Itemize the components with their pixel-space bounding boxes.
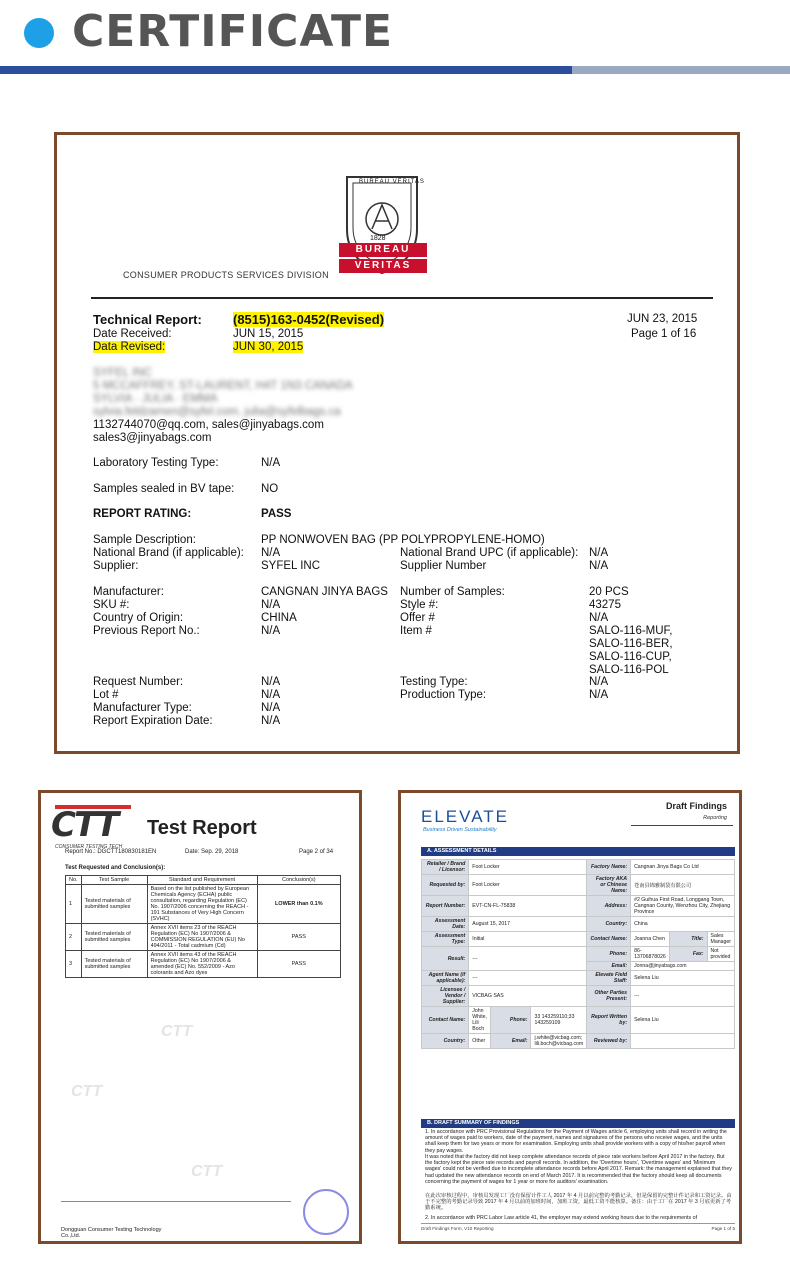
label-cell: Contact Name:	[587, 932, 631, 947]
ctt-logo-subtitle: CONSUMER TESTING TECH	[55, 844, 123, 850]
elevate-logo: ELEVATE	[421, 807, 510, 826]
redacted-line: SYLVIA · JULIA · EMMA	[93, 393, 218, 405]
field-value: 43275	[589, 599, 621, 611]
column-header: No.	[66, 876, 82, 885]
value-cell: ---	[631, 986, 735, 1007]
field-label: National Brand (if applicable):	[93, 547, 244, 559]
label-cell: Other Parties Present:	[587, 986, 631, 1007]
field-label: SKU #:	[93, 599, 130, 611]
value-cell: Selena Liu	[631, 971, 735, 986]
divider	[91, 297, 713, 299]
value-cell: 苍南县锦雅制袋有限公司	[631, 875, 735, 896]
value-cell: 86-13706878026	[631, 947, 670, 962]
label-cell: Requested by:	[422, 875, 469, 896]
table-row	[422, 917, 735, 932]
value-cell: Cangnan Jinya Bags Co Ltd	[631, 860, 735, 875]
value-cell: Foot Locker	[469, 860, 587, 875]
item-value: SALO-116-BER,	[589, 638, 673, 650]
label-cell: Assessment Type:	[422, 932, 469, 947]
received-date: JUN 15, 2015	[233, 328, 304, 340]
cell: LOWER than 0.1%	[257, 885, 340, 924]
field-label: Manufacturer:	[93, 586, 164, 598]
label-cell: Address:	[587, 896, 631, 917]
page-indicator: Page 1 of 16	[631, 328, 697, 340]
page-footer	[421, 1223, 735, 1231]
value-cell: j.white@vicbag.com; lili.boch@vicbag.com	[531, 1034, 587, 1049]
value-cell: China	[631, 917, 735, 932]
report-title: Test Report	[147, 817, 257, 839]
field-value: N/A	[589, 560, 609, 572]
section-a-heading: A. ASSESSMENT DETAILS	[421, 847, 735, 856]
table-row	[422, 875, 735, 896]
value-cell: ---	[469, 947, 587, 971]
table-row	[66, 951, 341, 978]
cell: PASS	[257, 951, 340, 978]
finding-paragraph: It was noted that the factory did not keep complete attendance records of piece rate workers before April 2017 in the factory. But the factory kept the piece rate records and payroll records. In addition, the 'Overtime hours', 'Overtime wages' and 'Minimum wages' could not be verified due to incomplete attendance records before April 2017. Remark: the management explained that they had updated the new attendance records on end of March 2017. It is recommended that the factory should keep all documents concerning the payment of wages for 1 year or more for auditors' examination.	[425, 1154, 732, 1185]
contact-emails: 1132744070@qq.com, sales@jinyabags.com	[93, 419, 324, 431]
lab-type-label: Laboratory Testing Type:	[93, 457, 219, 469]
field-label: Supplier Number	[400, 560, 487, 572]
cell: Annex XVII items 23 of the REACH Regulation (EC) No 1907/2006 & COMMISSION REGULATION (EU) No 494/2011 - Total cadmium (Cd)	[147, 924, 257, 951]
label-cell: Factory Name:	[587, 860, 631, 875]
section-heading: Test Requested and Conclusion(s):	[65, 865, 166, 871]
field-value: N/A	[261, 547, 281, 559]
table-header-row	[66, 876, 341, 885]
cell: PASS	[257, 924, 340, 951]
label-cell: Fax:	[669, 947, 707, 962]
table-row	[422, 986, 735, 1007]
item-value: SALO-116-MUF,	[589, 625, 673, 637]
divider	[61, 1201, 291, 1202]
report-label: Technical Report:	[93, 312, 202, 327]
label-cell: Contact Name:	[422, 1007, 469, 1034]
value-cell	[631, 1034, 735, 1049]
field-label: Request Number:	[93, 676, 184, 688]
page-title: CERTIFICATE	[72, 6, 394, 57]
field-label: Item #	[400, 625, 432, 637]
table-row	[66, 885, 341, 924]
field-value: 20 PCS	[589, 586, 629, 598]
ctt-logo: CTT	[51, 805, 118, 845]
cell: Tested materials of submitted samples	[81, 951, 147, 978]
table-row	[66, 924, 341, 951]
field-label: Lot #	[93, 689, 119, 701]
document-subtitle: Reporting	[703, 815, 727, 821]
official-stamp-icon	[303, 1189, 349, 1235]
field-label: Supplier:	[93, 560, 139, 572]
redacted-line: sylvia.feldzamen@syfel.com, julia@syfelbags.ca	[93, 406, 341, 418]
table-row	[422, 896, 735, 917]
cell: Tested materials of submitted samples	[81, 924, 147, 951]
label-cell: Title:	[669, 932, 707, 947]
wordmark-line-2: VERITAS	[339, 259, 427, 273]
value-cell: Initial	[469, 932, 587, 947]
table-row	[422, 971, 735, 986]
report-number: Report No.: DGCTT180830181EN	[65, 849, 157, 855]
field-value: N/A	[261, 625, 281, 637]
division-label: CONSUMER PRODUCTS SERVICES DIVISION	[123, 270, 329, 280]
assessment-details-table	[421, 859, 735, 1049]
company-name: Dongguan Consumer Testing Technology Co.,Ltd.	[61, 1227, 162, 1239]
value-cell: John White, Lili Boch	[469, 1007, 491, 1034]
field-value: N/A	[589, 676, 609, 688]
label-cell: Phone:	[587, 947, 631, 962]
field-label: National Brand UPC (if applicable):	[400, 547, 579, 559]
value-cell: Other	[469, 1034, 491, 1049]
value-cell: Jonna@jinyabags.com	[631, 962, 735, 971]
revised-date: JUN 30, 2015	[233, 341, 304, 353]
seal-ring-text: BUREAU VERITAS	[359, 179, 425, 185]
field-value: N/A	[261, 702, 281, 714]
section-b-heading: B. DRAFT SUMMARY OF FINDINGS	[421, 1119, 735, 1128]
footer-page: Page 1 of 5	[711, 1226, 735, 1231]
header-underline-dark	[0, 66, 572, 74]
label-cell: Factory AKA or Chinese Name:	[587, 875, 631, 896]
table-row	[422, 1007, 735, 1034]
rating-value: PASS	[261, 508, 292, 520]
label-cell: Email:	[587, 962, 631, 971]
field-value: N/A	[589, 612, 609, 624]
divider	[631, 825, 733, 826]
cell: Based on the list published by European Chemicals Agency (ECHA) public consultation, regarding Regulation (EC) No. 1907/2006 concerning the REACH - 191 Substances of Very High Concern (SVHC)	[147, 885, 257, 924]
bureau-veritas-certificate[interactable]	[54, 132, 740, 754]
wordmark-line-1: BUREAU	[339, 243, 427, 257]
sealed-label: Samples sealed in BV tape:	[93, 483, 235, 495]
report-date: JUN 23, 2015	[627, 313, 698, 325]
value-cell: August 15, 2017	[469, 917, 587, 932]
document-title: Draft Findings	[666, 801, 727, 811]
watermark: CTT	[71, 1083, 103, 1100]
redacted-line: SYFEL INC	[93, 367, 153, 379]
page-indicator: Page 2 of 34	[299, 849, 334, 855]
label-cell: Licensee / Vendor / Supplier:	[422, 986, 469, 1007]
table-row	[422, 947, 735, 962]
field-label: Report Expiration Date:	[93, 715, 213, 727]
elevate-draft-findings[interactable]	[398, 790, 742, 1244]
cell: Tested materials of submitted samples	[81, 885, 147, 924]
elevate-tagline: Business Driven Sustainability	[423, 827, 497, 833]
field-value: CANGNAN JINYA BAGS	[261, 586, 388, 598]
field-value: CHINA	[261, 612, 297, 624]
field-label: Number of Samples:	[400, 586, 505, 598]
field-label: Country of Origin:	[93, 612, 184, 624]
cell: Annex XVII items 43 of the REACH Regulation (EC) No 1907/2006 & amended (EC) No. 552/2009 - Azo colorants and Azo dyes	[147, 951, 257, 978]
field-label: Offer #	[400, 612, 435, 624]
value-cell: Sales Manager	[707, 932, 734, 947]
report-date: Date: Sep. 29, 2018	[185, 849, 239, 855]
value-cell: #2 Guihua First Road, Longgang Town, Cangnan County, Wenzhou City, Zhejiang Province	[631, 896, 735, 917]
value-cell: Not provided	[707, 947, 734, 962]
cell: 3	[66, 951, 82, 978]
contact-email: sales3@jinyabags.com	[93, 432, 212, 444]
label-cell: Result:	[422, 947, 469, 971]
field-label: Manufacturer Type:	[93, 702, 192, 714]
field-label: Style #:	[400, 599, 439, 611]
field-label: Previous Report No.:	[93, 625, 200, 637]
report-number: (8515)163-0452(Revised)	[233, 312, 385, 327]
label-cell: Assessment Date:	[422, 917, 469, 932]
watermark: CTT	[161, 1023, 193, 1040]
finding-paragraph: 1. In accordance with PRC Provisional Regulations for the Payment of Wages article 6, employing units shall record in writing the amount of wages paid to workers, date of the payment, names and signatures of the persons who receive wages, and the units shall keep them for two years or more for examination. Employing units shall provide workers with a copy of his/her payroll when they pay wages.	[425, 1129, 727, 1154]
value-cell: Selena Liu	[631, 1007, 735, 1034]
field-value: N/A	[261, 689, 281, 701]
seal-year: 1828	[370, 235, 386, 242]
field-label: Production Type:	[400, 689, 487, 701]
results-table	[65, 875, 341, 978]
field-value: N/A	[261, 599, 281, 611]
field-value: PP NONWOVEN BAG (PP POLYPROPYLENE-HOMO)	[261, 534, 545, 546]
field-label: Sample Description:	[93, 534, 196, 546]
sealed-value: NO	[261, 483, 279, 495]
table-row	[422, 1034, 735, 1049]
label-cell: Email:	[490, 1034, 530, 1049]
value-cell: ---	[469, 971, 587, 986]
label-cell: Country:	[422, 1034, 469, 1049]
value-cell: 33 143259110;33 143259109	[531, 1007, 587, 1034]
ctt-test-report[interactable]	[38, 790, 362, 1244]
column-header: Conclusion(s)	[257, 876, 340, 885]
value-cell: Joanna Chen	[631, 932, 670, 947]
section-header	[0, 0, 790, 80]
rating-label: REPORT RATING:	[93, 508, 192, 520]
field-value: N/A	[589, 689, 609, 701]
column-header: Standard and Requirement	[147, 876, 257, 885]
footer-form-name: Draft Findings Form, V10 Reporting	[421, 1226, 494, 1231]
received-label: Date Received:	[93, 328, 172, 340]
cell: 2	[66, 924, 82, 951]
label-cell: Country:	[587, 917, 631, 932]
item-value: SALO-116-CUP,	[589, 651, 672, 663]
field-value: SYFEL INC	[261, 560, 321, 572]
field-value: N/A	[589, 547, 609, 559]
revised-label: Data Revised:	[93, 341, 166, 353]
table-row	[422, 860, 735, 875]
label-cell: Agent Name (if applicable):	[422, 971, 469, 986]
value-cell: Foot Locker	[469, 875, 587, 896]
redacted-line: 5 MCCAFFREY, ST-LAURENT, H4T 1N3 CANADA	[93, 380, 353, 392]
field-label: Testing Type:	[400, 676, 468, 688]
label-cell: Report Written by:	[587, 1007, 631, 1034]
cell: 1	[66, 885, 82, 924]
header-underline-light	[572, 66, 790, 74]
bureau-veritas-wordmark	[339, 243, 427, 275]
value-cell: VICBAG SAS	[469, 986, 587, 1007]
label-cell: Reviewed by:	[587, 1034, 631, 1049]
value-cell: EVT-CN-FL-75838	[469, 896, 587, 917]
item-value: SALO-116-POL	[589, 664, 669, 676]
field-value: N/A	[261, 676, 281, 688]
watermark: CTT	[191, 1163, 223, 1180]
bullet-dot-icon	[24, 18, 54, 48]
column-header: Test Sample	[81, 876, 147, 885]
label-cell: Report Number:	[422, 896, 469, 917]
finding-paragraph-chinese: 在此次审核过程中，审核员发现工厂没有保留计件工人 2017 年 4 月以前完整的考勤记录，但是保留的完整计件记录和工资记录。由于不完整的考勤记录导致 2017 年 4 月以前的加班时间，加班工资，最低工资不能核算。备注：由于工厂在 2017 年 3 月底更新了考勤系统。	[425, 1193, 732, 1212]
finding-paragraph: 2. In accordance with PRC Labor Law article 41, the employer may extend working hours due to the requirements of	[425, 1215, 698, 1221]
label-cell: Retailer / Brand / Licensor:	[422, 860, 469, 875]
label-cell: Elevate Field Staff:	[587, 971, 631, 986]
lab-type-value: N/A	[261, 457, 281, 469]
field-value: N/A	[261, 715, 281, 727]
table-row	[422, 932, 735, 947]
label-cell: Phone:	[490, 1007, 530, 1034]
